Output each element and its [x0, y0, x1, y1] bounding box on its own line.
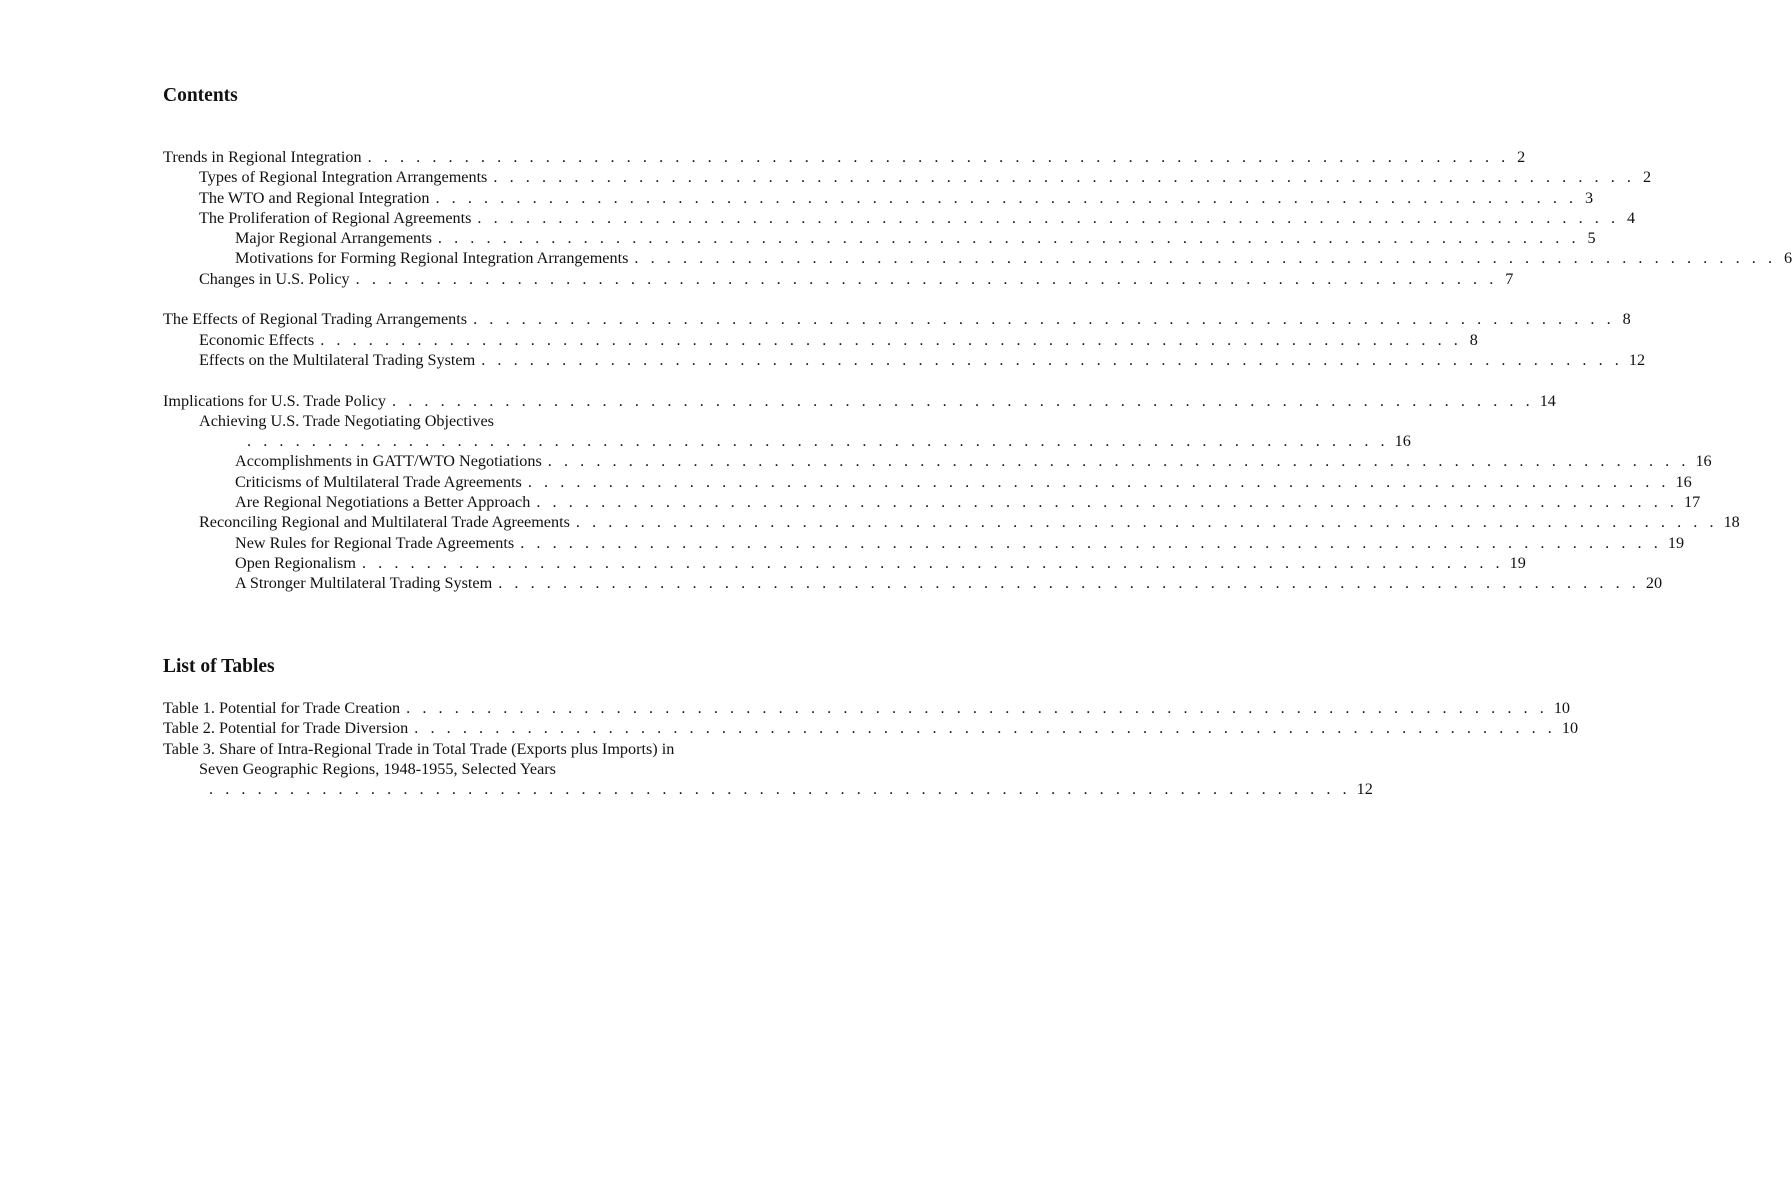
leader-dots: . . . . . . . . . . . . . . . . . . . . . . . . . . . . . . . . . . . . . . . . . . . . . . . . . . . . . . . . . . . . . . . . . . . . . . .: [473, 310, 1615, 329]
leader-dots: . . . . . . . . . . . . . . . . . . . . . . . . . . . . . . . . . . . . . . . . . . . . . . . . . . . . . . . . . . . . . . . . . . . . . . .: [493, 168, 1636, 187]
toc-entry-label: Changes in U.S. Policy: [199, 269, 350, 288]
table-entry-continuation[interactable]: [163, 779, 1373, 799]
toc-entry[interactable]: [163, 147, 1526, 167]
table-entry-label: Table 1. Potential for Trade Creation: [163, 699, 401, 717]
leader-dots: . . . . . . . . . . . . . . . . . . . . . . . . . . . . . . . . . . . . . . . . . . . . . . . . . . . . . . . . . . . . . . . . . . . . . . .: [435, 188, 1578, 207]
leader-dots: . . . . . . . . . . . . . . . . . . . . . . . . . . . . . . . . . . . . . . . . . . . . . . . . . . . . . . . . . . . . . . . . . . . . . . .: [634, 249, 1777, 268]
toc-entry[interactable]: [163, 167, 1652, 187]
toc-entry-page: 19: [1667, 533, 1685, 552]
toc-entry[interactable]: [163, 228, 1596, 248]
toc-entry[interactable]: [163, 492, 1701, 512]
toc-entry-label: Are Regional Negotiations a Better Approach: [235, 493, 531, 512]
toc-entry-label: Reconciling Regional and Multilateral Trade Agreements: [199, 513, 570, 532]
toc-entry[interactable]: [163, 573, 1663, 593]
leader-dots: . . . . . . . . . . . . . . . . . . . . . . . . . . . . . . . . . . . . . . . . . . . . . . . . . . . . . . . . . . . . . . . . . . . . . . .: [361, 553, 1504, 572]
toc-entry-page: 20: [1645, 574, 1663, 593]
toc-entry-label: Economic Effects: [199, 330, 315, 349]
toc-entry-label: A Stronger Multilateral Trading System: [235, 574, 493, 593]
toc-entry[interactable]: [163, 330, 1478, 350]
toc-entry-label: New Rules for Regional Trade Agreements: [235, 533, 515, 552]
toc-entry[interactable]: [163, 512, 1740, 532]
leader-dots: . . . . . . . . . . . . . . . . . . . . . . . . . . . . . . . . . . . . . . . . . . . . . . . . . . . . . . . . . . . . . . . . . . . . . . .: [320, 330, 1462, 349]
toc-entry-label: Major Regional Arrangements: [235, 229, 432, 248]
toc-entry-page: 5: [1587, 229, 1596, 248]
leader-dots: . . . . . . . . . . . . . . . . . . . . . . . . . . . . . . . . . . . . . . . . . . . . . . . . . . . . . . . . . . . . . . . . . . . . . . .: [547, 452, 1690, 471]
leader-dots: . . . . . . . . . . . . . . . . . . . . . . . . . . . . . . . . . . . . . . . . . . . . . . . . . . . . . . . . . . . . . . . . . . . . . . .: [406, 699, 1548, 717]
toc-entry-label: Criticisms of Multilateral Trade Agreements: [235, 472, 522, 491]
list-of-tables-heading: List of Tables: [163, 656, 275, 677]
toc-entry-page: 8: [1469, 330, 1478, 349]
leader-dots: . . . . . . . . . . . . . . . . . . . . . . . . . . . . . . . . . . . . . . . . . . . . . . . . . . . . . . . . . . . . . . . . . . . . . . .: [414, 719, 1556, 738]
table-entry[interactable]: [163, 698, 1570, 718]
toc-entry-label: Achieving U.S. Trade Negotiating Objectives: [199, 411, 494, 430]
table-entry[interactable]: [163, 718, 1579, 738]
toc-entry-label: Accomplishments in GATT/WTO Negotiations: [235, 452, 542, 471]
toc-entry-label: The WTO and Regional Integration: [199, 188, 430, 207]
toc-entry-page: 19: [1509, 553, 1526, 572]
toc-entry-page: 2: [1642, 168, 1652, 187]
toc-entry-page: 18: [1723, 513, 1740, 532]
table-entry-label-line2[interactable]: [163, 759, 758, 779]
table-entry-label: Seven Geographic Regions, 1948-1955, Selected Years: [199, 759, 556, 778]
leader-dots: . . . . . . . . . . . . . . . . . . . . . . . . . . . . . . . . . . . . . . . . . . . . . . . . . . . . . . . . . . . . . . . . . . . . . . .: [355, 269, 1498, 288]
toc-entry-label: Motivations for Forming Regional Integration Arrangements: [235, 249, 629, 268]
toc-entry-page: 17: [1684, 493, 1701, 512]
toc-entry[interactable]: [163, 350, 1646, 370]
toc-entry-label: Trends in Regional Integration: [163, 148, 362, 166]
toc-entry-page: 12: [1628, 350, 1646, 369]
toc-entry[interactable]: [163, 533, 1685, 553]
toc-entry[interactable]: [163, 391, 1556, 411]
leader-dots: . . . . . . . . . . . . . . . . . . . . . . . . . . . . . . . . . . . . . . . . . . . . . . . . . . . . . . . . . . . . . . . . . . . . . . .: [247, 432, 1389, 451]
leader-dots: . . . . . . . . . . . . . . . . . . . . . . . . . . . . . . . . . . . . . . . . . . . . . . . . . . . . . . . . . . . . . . . . . . . . . . .: [520, 533, 1662, 552]
toc-entry[interactable]: [163, 248, 1792, 268]
leader-dots: . . . . . . . . . . . . . . . . . . . . . . . . . . . . . . . . . . . . . . . . . . . . . . . . . . . . . . . . . . . . . . . . . . . . . . .: [575, 513, 1718, 532]
toc-entry-label-multiline[interactable]: [163, 411, 758, 431]
leader-dots: . . . . . . . . . . . . . . . . . . . . . . . . . . . . . . . . . . . . . . . . . . . . . . . . . . . . . . . . . . . . . . . . . . . . . . .: [367, 148, 1510, 166]
toc-entry-page: 14: [1539, 391, 1556, 410]
toc-entry-label: Types of Regional Integration Arrangements: [199, 168, 488, 187]
toc-entry-page: 16: [1675, 472, 1692, 491]
contents-heading: Contents: [163, 85, 238, 106]
toc-entry[interactable]: [163, 208, 1636, 228]
leader-dots: . . . . . . . . . . . . . . . . . . . . . . . . . . . . . . . . . . . . . . . . . . . . . . . . . . . . . . . . . . . . . . . . . . . . . . .: [527, 472, 1670, 491]
toc-entry-page: 3: [1585, 188, 1594, 207]
contents-list: [163, 147, 1792, 594]
toc-entry-page: 16: [1695, 452, 1712, 471]
leader-dots: . . . . . . . . . . . . . . . . . . . . . . . . . . . . . . . . . . . . . . . . . . . . . . . . . . . . . . . . . . . . . . . . . . . . . . .: [481, 350, 1623, 369]
toc-entry[interactable]: [163, 309, 1631, 329]
toc-entry-page: 4: [1627, 208, 1636, 227]
table-entry-label: Table 2. Potential for Trade Diversion: [163, 719, 409, 738]
toc-entry-label: The Proliferation of Regional Agreements: [199, 208, 472, 227]
leader-dots: . . . . . . . . . . . . . . . . . . . . . . . . . . . . . . . . . . . . . . . . . . . . . . . . . . . . . . . . . . . . . . . . . . . . . . .: [437, 229, 1580, 248]
toc-entry[interactable]: [163, 269, 1514, 289]
toc-entry[interactable]: [163, 553, 1526, 573]
table-entry-label: Table 3. Share of Intra-Regional Trade in Total Trade (Exports plus Imports) in: [163, 739, 675, 758]
toc-entry[interactable]: [163, 188, 1594, 208]
toc-entry-continuation[interactable]: [163, 431, 1411, 451]
leader-dots: . . . . . . . . . . . . . . . . . . . . . . . . . . . . . . . . . . . . . . . . . . . . . . . . . . . . . . . . . . . . . . . . . . . . . . .: [536, 493, 1679, 512]
table-entry-label-line1[interactable]: [163, 739, 758, 759]
list-of-tables: [163, 698, 1579, 799]
toc-entry-page: 7: [1505, 269, 1514, 288]
leader-dots: . . . . . . . . . . . . . . . . . . . . . . . . . . . . . . . . . . . . . . . . . . . . . . . . . . . . . . . . . . . . . . . . . . . . . . .: [477, 208, 1620, 227]
toc-entry-page: 8: [1622, 310, 1631, 329]
table-entry-page: 10: [1561, 719, 1579, 738]
toc-entry-page: 6: [1783, 249, 1792, 268]
toc-entry-page: 16: [1394, 432, 1411, 451]
leader-dots: . . . . . . . . . . . . . . . . . . . . . . . . . . . . . . . . . . . . . . . . . . . . . . . . . . . . . . . . . . . . . . . . . . . . . . .: [209, 780, 1351, 799]
leader-dots: . . . . . . . . . . . . . . . . . . . . . . . . . . . . . . . . . . . . . . . . . . . . . . . . . . . . . . . . . . . . . . . . . . . . . . .: [498, 574, 1640, 593]
toc-entry-label: Effects on the Multilateral Trading System: [199, 350, 476, 369]
table-entry-page: 12: [1356, 780, 1373, 799]
toc-entry-label: Implications for U.S. Trade Policy: [163, 391, 387, 410]
toc-entry-label: The Effects of Regional Trading Arrangements: [163, 310, 468, 329]
toc-entry[interactable]: [163, 451, 1712, 471]
toc-entry-page: 2: [1517, 148, 1526, 166]
leader-dots: . . . . . . . . . . . . . . . . . . . . . . . . . . . . . . . . . . . . . . . . . . . . . . . . . . . . . . . . . . . . . . . . . . . . . . .: [392, 391, 1534, 410]
toc-entry-label: Open Regionalism: [235, 553, 356, 572]
table-entry-page: 10: [1553, 699, 1570, 717]
toc-entry[interactable]: [163, 472, 1692, 492]
